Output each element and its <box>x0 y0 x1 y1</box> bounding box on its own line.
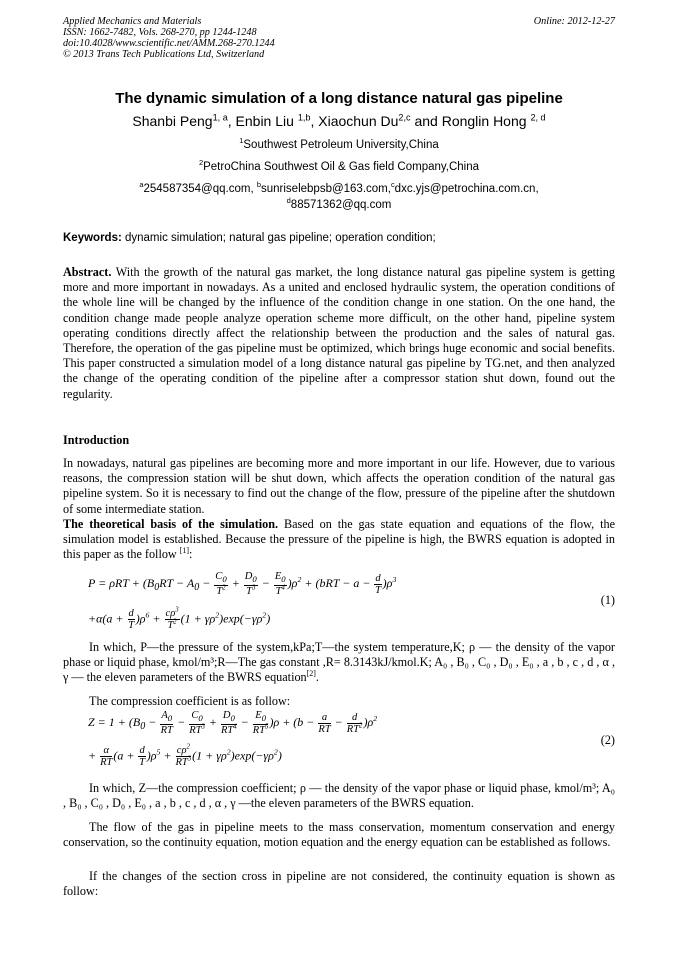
sep: , <box>227 113 236 129</box>
citation: [1] <box>179 546 190 556</box>
sep: and <box>410 113 442 129</box>
email-a: 254587354@qq.com, <box>143 183 257 195</box>
email-sup: d <box>286 196 291 206</box>
author-name: Shanbi Peng <box>132 113 213 129</box>
theory-label: The theoretical basis of the simulation. <box>63 516 279 531</box>
equation-1-line-1: $P = \rho RT + (B_0RT - A_0$ − $\frac{C_0}{T^2}$ + $\frac{D_0}{T^3}$ − $\frac{E_0}{T^4}$ )$\rho^2 + (bRT - a$ − $\frac{d}{T}$ )$\rho^3$ <box>88 571 397 598</box>
paper-title: The dynamic simulation of a long distance natural gas pipeline <box>115 90 563 107</box>
email-c: dxc.yjs@petrochina.com.cn, <box>394 183 539 195</box>
eq1-explanation <box>63 640 615 686</box>
eq2-explanation: In which, Z—the compression coefficient; ρ — the density of the vapor phase or liquid phase, kmol/m³; A₀ , B₀ , C₀ , D₀ , E₀ , a , b , c , d , α , γ —the eleven parameters of the BWRS equation. <box>63 781 615 811</box>
aff-sup: 1 <box>239 136 244 146</box>
intro-text: In nowadays, natural gas pipelines are becoming more and more important in our life. However, due to various reasons, the compression station will be shut down, which affects the operation condition of the natural gas pipeline system. So it is necessary to find out the change of the flow, pressure of the pipeline after the shutdown of some intermediate station. <box>63 456 615 516</box>
equation-2-number: (2) <box>600 733 615 747</box>
author-list <box>0 113 678 129</box>
intro-heading: Introduction <box>63 433 130 447</box>
author-sup: 2, d <box>530 112 546 123</box>
copyright-line: © 2013 Trans Tech Publications Ltd, Switzerland <box>63 49 265 60</box>
equation-1-number: (1) <box>600 593 615 607</box>
theory-text: Based on the gas state equation and equations of the flow, the simulation model is established. Because the pressure of the pipeline is high, the BWRS equation is adopted in this paper as the follow <box>63 516 615 562</box>
doi-line: doi:10.4028/www.scientific.net/AMM.268-270.1244 <box>63 38 275 49</box>
sep: , <box>310 113 319 129</box>
citation: [2] <box>306 669 316 679</box>
abstract <box>63 265 615 402</box>
author-name: Ronglin Hong <box>441 113 527 129</box>
author-sup: 2,c <box>398 112 411 123</box>
equation-2-line-1: $Z = 1 + (B_0$ − $\frac{A_0}{RT}$ − $\frac{C_0}{RT^3}$ + $\frac{D_0}{RT^4}$ − $\frac{E_0}{RT^5}$ )ρ + (b − $\frac{a}{RT}$ − $\frac{d}{RT^2}$ )$\rho^2$ <box>88 710 378 737</box>
author-sup: 1, a <box>212 112 228 123</box>
affiliation-1 <box>0 138 678 153</box>
abstract-label: Abstract. <box>63 265 112 279</box>
email-line-1 <box>0 182 678 197</box>
email-sup: b <box>256 180 261 190</box>
online-date: Online: 2012-12-27 <box>533 16 615 27</box>
eq1-explain-text: In which, P—the pressure of the system,kPa;T—the system temperature,K; ρ — the density of the vapor phase or liquid phase, kmol/m³;R—The gas constant ,R= 8.3143kJ/kmol.K; A₀ , B₀ , C₀ , D₀ , E₀ , a , b , c , d , α , γ — the eleven parameters of the BWRS equation <box>63 640 615 685</box>
aff-text: PetroChina Southwest Oil & Gas field Company,China <box>203 161 480 173</box>
author-name: Xiaochun Du <box>318 113 399 129</box>
equation-1-line-2: +α(a + $\frac{d}{T}$ )$\rho^6$ + $\frac{c\rho^3}{T^2}$ $(1 + \gamma\rho^2)\exp(-\gamma\rho^2)$ <box>88 606 271 631</box>
abstract-text: With the growth of the natural gas market, the long distance natural gas pipeline system is getting more and more important in nowadays. As a united and enclosed hydraulic system, the operation conditions of the whole line will be changed by the influence of the condition change in one station. On the one hand, the condition change made people analyze operation scheme more difficult, on the other hand, pipeline system operating conditions directly affect the relationship between the production and the sales of natural gas. Therefore, the operation of the gas pipeline must be optimized, which brings huge economic and social benefits. This paper constructed a simulation model of a long distance natural gas pipeline by TG.net, and then analyzed the change of the operating condition of the pipeline after a compressor station shut down, found out the regularity. <box>63 265 615 401</box>
punct: . <box>315 670 319 685</box>
intro-paragraph <box>63 456 615 562</box>
equation-2-line-2: + $\frac{\alpha}{RT}$ (a + $\frac{d}{T}$ )$\rho^5$ + $\frac{c\rho^2}{RT^3}$ $(1 + \gamma\rho^2)\exp(-\gamma\rho^2)$ <box>88 743 282 768</box>
email-d: 88571362@qq.com <box>290 199 392 211</box>
journal-header <box>63 16 275 60</box>
author-name: Enbin Liu <box>235 113 294 129</box>
flow-paragraph: The flow of the gas in pipeline meets to the mass conservation, momentum conservation and energy conservation, so the continuity equation, motion equation and the energy equation can be established as follows. <box>63 820 615 850</box>
email-sup: c <box>390 180 395 190</box>
keywords-text: dynamic simulation; natural gas pipeline; operation condition; <box>121 232 436 244</box>
email-sup: a <box>139 180 144 190</box>
affiliation-2 <box>0 160 678 175</box>
punct: : <box>189 547 193 562</box>
email-line-2 <box>0 198 678 213</box>
continuity-paragraph: If the changes of the section cross in pipeline are not considered, the continuity equation is shown as follow: <box>63 869 615 899</box>
compression-intro: The compression coefficient is as follow: <box>89 694 291 708</box>
aff-sup: 2 <box>198 158 204 168</box>
email-b: sunriselebpsb@163.com, <box>261 183 391 195</box>
keywords <box>63 232 615 244</box>
keywords-label: Keywords: <box>63 232 122 244</box>
aff-text: Southwest Petroleum University,China <box>243 139 439 151</box>
issn-line: ISSN: 1662-7482, Vols. 268-270, pp 1244-1248 <box>63 27 257 38</box>
journal-name: Applied Mechanics and Materials <box>63 16 202 27</box>
author-sup: 1,b <box>297 112 311 123</box>
